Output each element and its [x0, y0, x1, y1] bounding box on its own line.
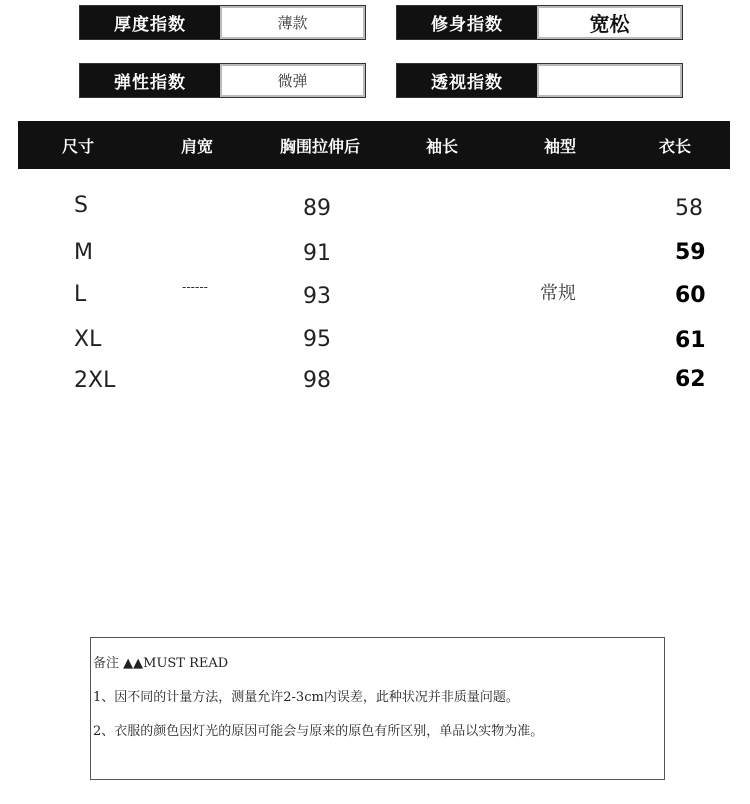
size-cell: XL [74, 327, 102, 352]
length-cell: 62 [675, 367, 706, 392]
notes-box [90, 637, 665, 780]
header-length: 衣长 [658, 136, 691, 156]
sheer-label: 透视指数 [397, 64, 537, 97]
sheer-value [537, 64, 682, 97]
chest-cell: 98 [303, 368, 331, 393]
length-cell: 58 [675, 196, 703, 221]
fit-index [396, 5, 683, 40]
thickness-value: 薄款 [220, 6, 365, 39]
sleeve-type-value: 常规 [540, 283, 576, 304]
fit-value: 宽松 [537, 6, 682, 39]
elasticity-label: 弹性指数 [80, 64, 220, 97]
size-table [18, 121, 730, 169]
header-sleeve-length: 袖长 [425, 136, 458, 156]
notes-title: 备注 ▲▲MUST READ [93, 656, 229, 671]
notes-line-2: 2、衣服的颜色因灯光的原因可能会与原来的原色有所区别，单品以实物为准。 [93, 724, 544, 739]
chest-cell: 93 [303, 284, 331, 309]
chest-cell: 91 [303, 241, 331, 266]
size-cell: S [74, 193, 88, 218]
fit-label: 修身指数 [397, 6, 537, 39]
size-table-header [18, 121, 730, 169]
header-sleeve-type: 袖型 [543, 136, 576, 156]
length-cell: 60 [675, 283, 706, 308]
elasticity-index [79, 63, 366, 98]
size-cell: L [74, 282, 87, 307]
thickness-label: 厚度指数 [80, 6, 220, 39]
length-cell: 59 [675, 240, 706, 265]
notes-line-1: 1、因不同的计量方法，测量允许2-3cm内误差，此种状况并非质量问题。 [93, 690, 519, 705]
thickness-index [79, 5, 366, 40]
header-size: 尺寸 [61, 136, 94, 156]
header-shoulder: 肩宽 [180, 136, 213, 156]
elasticity-value: 微弹 [220, 64, 365, 97]
chest-cell: 89 [303, 196, 331, 221]
chest-cell: 95 [303, 327, 331, 352]
size-cell: M [74, 240, 93, 265]
length-cell: 61 [675, 328, 706, 353]
size-cell: 2XL [74, 368, 116, 393]
sheer-index [396, 63, 683, 98]
header-chest: 胸围拉伸后 [279, 136, 360, 156]
shoulder-value: ------ [182, 280, 208, 294]
